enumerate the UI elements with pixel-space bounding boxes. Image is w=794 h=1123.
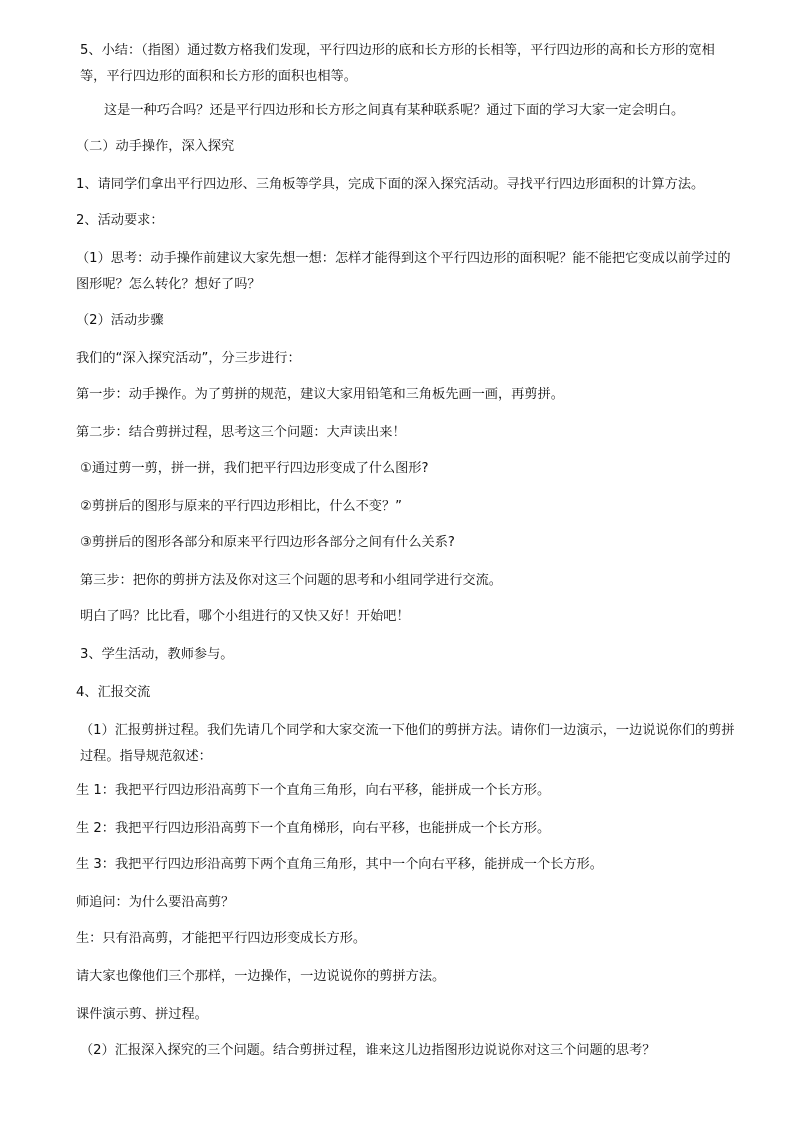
paragraph-instruction: 请大家也像他们三个那样，一边操作，一边说说你的剪拼方法。 (76, 969, 446, 984)
paragraph-three-steps: 我们的“深入探究活动”，分三步进行： (76, 351, 301, 366)
paragraph-teacher-question: 师追问：为什么要沿高剪？ (76, 895, 235, 910)
paragraph-courseware: 课件演示剪、拼过程。 (76, 1007, 208, 1022)
section-heading: （二）动手操作，深入探究 (76, 139, 235, 154)
paragraph-report-questions: （2）汇报深入探究的三个问题。结合剪拼过程，谁来这儿边指图形边说说你对这三个问题的思考？ (80, 1043, 656, 1058)
paragraph-step-two: 第二步：结合剪拼过程，思考这三个问题：大声读出来！ (76, 425, 406, 440)
paragraph-start: 明白了吗？比比看，哪个小组进行的又快又好！开始吧！ (80, 609, 410, 624)
paragraph-report-cutting: （1）汇报剪拼过程。我们先请几个同学和大家交流一下他们的剪拼方法。请你们一边演示，一边说说你们的剪拼过程。指导规范叙述： (80, 723, 735, 764)
paragraph-summary: 5、小结：（指图）通过数方格我们发现，平行四边形的底和长方形的长相等，平行四边形的高和长方形的宽相等，平行四边形的面积和长方形的面积也相等。 (80, 43, 715, 84)
question-1: ①通过剪一剪，拼一拼，我们把平行四边形变成了什么图形? (80, 461, 429, 476)
question-3: ③剪拼后的图形各部分和原来平行四边形各部分之间有什么关系? (80, 535, 455, 550)
paragraph-student-2: 生 2：我把平行四边形沿高剪下一个直角梯形，向右平移，也能拼成一个长方形。 (76, 821, 551, 836)
paragraph-report: 4、汇报交流 (76, 685, 151, 700)
paragraph-student-3: 生 3：我把平行四边形沿高剪下两个直角三角形，其中一个向右平移，能拼成一个长方形。 (76, 857, 603, 872)
paragraph-activity-steps: （2）活动步骤 (76, 313, 164, 328)
paragraph-student-1: 生 1：我把平行四边形沿高剪下一个直角三角形，向右平移，能拼成一个长方形。 (76, 783, 551, 798)
paragraph-requirements: 2、活动要求： (76, 213, 164, 228)
paragraph-step-one: 第一步：动手操作。为了剪拼的规范，建议大家用铅笔和三角板先画一画，再剪拼。 (76, 387, 564, 402)
paragraph-step-three: 第三步：把你的剪拼方法及你对这三个问题的思考和小组同学进行交流。 (80, 573, 502, 588)
paragraph-think: （1）思考：动手操作前建议大家先想一想：怎样才能得到这个平行四边形的面积呢？能不能把它变成以前学过的图形呢？怎么转化？想好了吗？ (76, 251, 731, 292)
question-2: ②剪拼后的图形与原来的平行四边形相比，什么不变？” (80, 499, 402, 514)
paragraph-student-activity: 3、学生活动，教师参与。 (80, 647, 234, 662)
paragraph-student-answer: 生：只有沿高剪，才能把平行四边形变成长方形。 (76, 931, 367, 946)
paragraph-step-1: 1、请同学们拿出平行四边形、三角板等学具，完成下面的深入探究活动。寻找平行四边形面积的计算方法。 (76, 177, 705, 192)
paragraph-question: 这是一种巧合吗？还是平行四边形和长方形之间真有某种联系呢？通过下面的学习大家一定会明白。 (104, 103, 685, 118)
